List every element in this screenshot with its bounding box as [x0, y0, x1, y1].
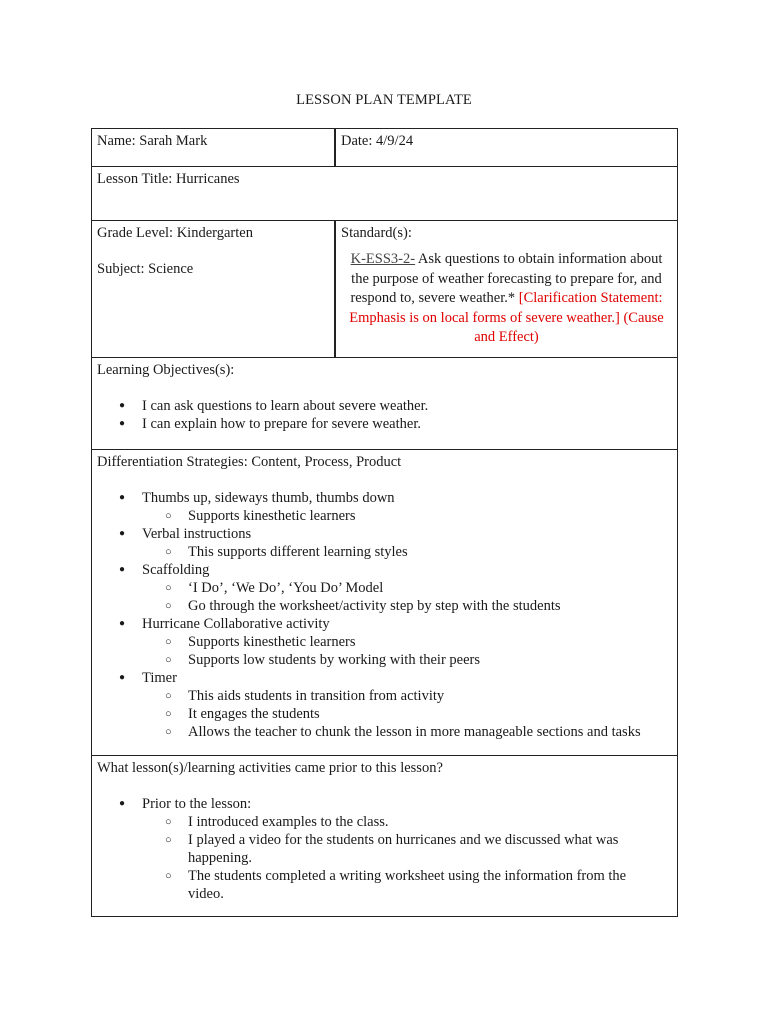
sub-list-item: ○ The students completed a writing worksheet using the information from the video.: [142, 867, 672, 903]
standards-body: [341, 250, 672, 348]
list-item: [97, 615, 672, 669]
list-item: [97, 489, 672, 525]
standards-label: Standard(s):: [341, 225, 412, 241]
list-item-label: Scaffolding: [142, 562, 210, 578]
grade-standards-row: [91, 221, 678, 358]
sub-list: [142, 633, 672, 669]
list-item-label: Thumbs up, sideways thumb, thumbs down: [142, 490, 395, 506]
sub-list-item: ○ I introduced examples to the class.: [142, 813, 672, 831]
sub-list-item: ○ I played a video for the students on hurricanes and we discussed what was happening.: [142, 831, 672, 867]
differentiation-list: [97, 489, 672, 741]
standards-cell: [334, 221, 677, 357]
sub-list: [142, 687, 672, 741]
date-cell: Date: 4/9/24: [334, 129, 677, 166]
page-title: LESSON PLAN TEMPLATE: [296, 92, 472, 108]
lesson-title-cell: Lesson Title: Hurricanes: [97, 171, 240, 187]
standard-code-link[interactable]: K-ESS3-2-: [350, 251, 416, 267]
subject: Subject: Science: [97, 261, 194, 277]
sub-list: [142, 507, 672, 525]
prior-lessons-list: [97, 795, 672, 903]
sub-list-item: ○ It engages the students: [142, 705, 672, 723]
name-date-row: [91, 129, 678, 167]
sub-list-item: ○ This supports different learning styles: [142, 543, 672, 561]
name-cell: Name: Sarah Mark: [97, 133, 208, 149]
list-item-label: Hurricane Collaborative activity: [142, 616, 330, 632]
standard-text: Ask questions to obtain information about the purpose of weather forecasting to prepare for, and respond to, severe weather.*: [350, 251, 663, 307]
list-item-label: Verbal instructions: [142, 526, 252, 542]
list-item: [97, 795, 672, 903]
differentiation-row: [91, 450, 678, 756]
objectives-cell: [92, 358, 677, 449]
objectives-row: [91, 358, 678, 450]
sub-list: [142, 543, 672, 561]
clarification-statement: [Clarification Statement: Emphasis is on local forms of severe weather.] (Cause and Effect): [349, 290, 664, 346]
prior-lessons-row: [91, 756, 678, 917]
list-item: ● I can ask questions to learn about severe weather.: [97, 397, 672, 415]
differentiation-cell: [92, 450, 677, 755]
grade-level: Grade Level: Kindergarten: [97, 225, 253, 241]
sub-list: [142, 579, 672, 615]
sub-list-item: ○ Supports kinesthetic learners: [142, 633, 672, 651]
prior-lessons-heading: What lesson(s)/learning activities came prior to this lesson?: [97, 760, 443, 776]
sub-list-item: ○ Go through the worksheet/activity step by step with the students: [142, 597, 672, 615]
list-item: ● I can explain how to prepare for severe weather.: [97, 415, 672, 433]
lesson-title-row: [91, 167, 678, 221]
sub-list-item: ○ ‘I Do’, ‘We Do’, ‘You Do’ Model: [142, 579, 672, 597]
list-item: [97, 525, 672, 561]
sub-list-item: ○ Allows the teacher to chunk the lesson in more manageable sections and tasks: [142, 723, 672, 741]
differentiation-heading: Differentiation Strategies: Content, Process, Product: [97, 454, 402, 470]
lesson-plan-table: [91, 128, 678, 917]
list-item: [97, 669, 672, 741]
list-item-label: Timer: [142, 670, 177, 686]
sub-list: [142, 813, 672, 903]
list-item: [97, 561, 672, 615]
list-item-label: Prior to the lesson:: [142, 796, 252, 812]
prior-lessons-cell: [92, 756, 677, 916]
sub-list-item: ○ Supports kinesthetic learners: [142, 507, 672, 525]
objectives-list: [97, 397, 672, 433]
sub-list-item: ○ This aids students in transition from activity: [142, 687, 672, 705]
grade-subject-cell: [92, 221, 334, 357]
objectives-heading: Learning Objectives(s):: [97, 362, 235, 378]
sub-list-item: ○ Supports low students by working with their peers: [142, 651, 672, 669]
